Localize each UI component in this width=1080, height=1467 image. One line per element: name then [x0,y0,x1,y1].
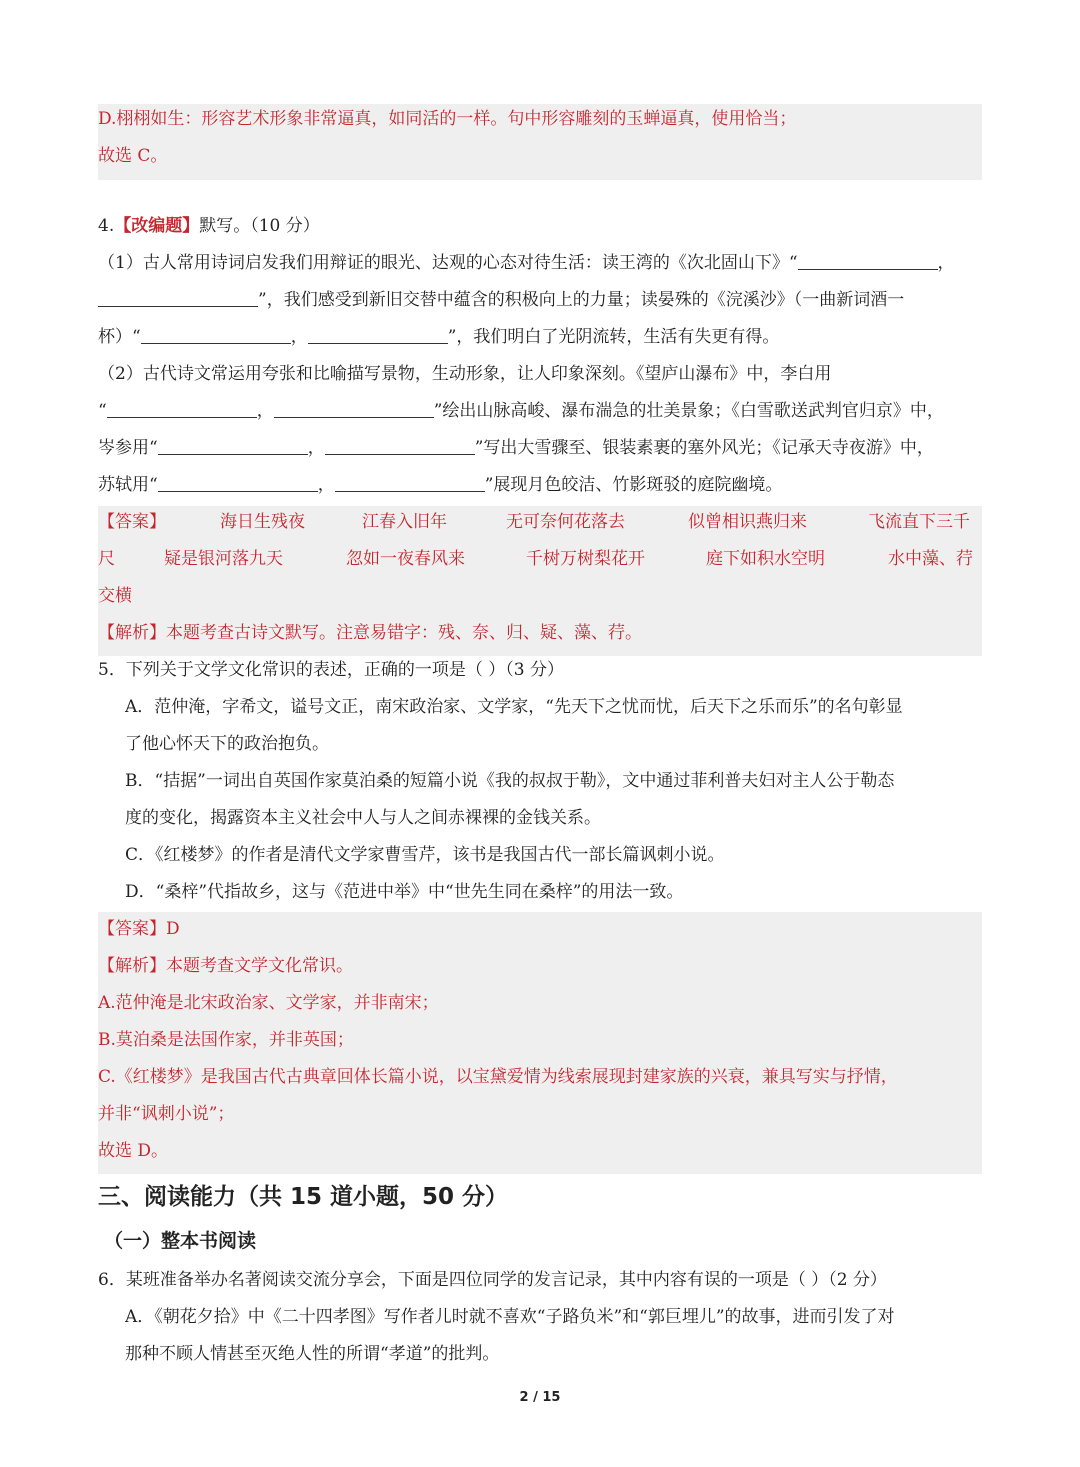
fill-blank[interactable] [325,438,475,455]
text-segment: ”展现月色皎洁、竹影斑驳的庭院幽境。 [484,475,783,495]
explanation-conclusion: 故选 C。 [98,146,168,166]
q4-part2-line2 [98,401,982,421]
q5-explanation-b: B.莫泊桑是法国作家，并非英国； [98,1030,354,1050]
text-segment: （1）古人常用诗词启发我们用辩证的眼光、达观的心态对待生活：读王湾的《次北固山下》“ [98,253,798,273]
q4-part1-line1 [98,253,982,273]
question-number: 4. [98,216,115,236]
answer-item: 疑是银河落九天 [164,549,283,569]
q5-answer: 【答案】D [98,919,180,939]
answer-item: 海日生残夜 [220,512,305,532]
answer-item: 庭下如积水空明 [706,549,825,569]
q4-part1-line2 [98,290,982,310]
answer-item: 江春入旧年 [362,512,447,532]
fill-blank[interactable] [158,475,318,492]
answer-item: 水中藻、荇 [888,549,973,569]
fill-blank[interactable] [158,438,308,455]
answer-item: 飞流直下三千 [868,512,970,532]
text-segment: ， [317,475,335,495]
answer-label: 【答案】 [98,512,166,532]
fill-blank[interactable] [308,327,448,344]
text-segment: ， [256,401,274,421]
fill-blank[interactable] [98,290,258,307]
q5-option-a-line1: A．范仲淹，字希文，谥号文正，南宋政治家、文学家，“先天下之忧而忧，后天下之乐而乐”的名句彰显 [125,697,903,717]
text-segment: 苏轼用“ [98,475,158,495]
text-segment: 岑参用“ [98,438,158,458]
answer-item: 似曾相识燕归来 [688,512,807,532]
q5-explanation-c1: C.《红楼梦》是我国古代古典章回体长篇小说，以宝黛爱情为线索展现封建家族的兴衰，兼具写实与抒情， [98,1067,898,1087]
text-segment: ， [307,438,325,458]
q4-part2-line4 [98,475,982,495]
q5-option-b-line2: 度的变化，揭露资本主义社会中人与人之间赤裸裸的金钱关系。 [125,808,601,828]
text-segment: ， [937,253,955,273]
fill-blank[interactable] [798,253,938,270]
q5-conclusion: 故选 D。 [98,1141,169,1161]
q6-option-a-line2: 那种不顾人情甚至灭绝人性的所谓“孝道”的批判。 [125,1344,500,1364]
q5-explanation-c2: 并非“讽刺小说”； [98,1104,235,1124]
q5-option-b-line1: B．“拮据”一词出自英国作家莫泊桑的短篇小说《我的叔叔于勒》，文中通过菲利普夫妇对主人公于勒态 [125,771,895,791]
q4-answer-row3: 交横 [98,586,132,606]
question-4-title [98,216,982,236]
q4-part1-line3 [98,327,982,347]
answer-item: 尺 [98,549,115,569]
q4-part2-line1: （2）古代诗文常运用夸张和比喻描写景物，生动形象，让人印象深刻。《望庐山瀑布》中，李白用 [98,364,832,384]
text-segment: ”，我们感受到新旧交替中蕴含的积极向上的力量；读晏殊的《浣溪沙》（一曲新词酒一 [258,290,905,310]
q4-part2-line3 [98,438,982,458]
q4-analysis: 【解析】本题考查古诗文默写。注意易错字：残、奈、归、疑、藻、荇。 [98,623,642,643]
section-heading: 三、阅读能力（共 15 道小题，50 分） [98,1184,509,1210]
fill-blank[interactable] [274,401,434,418]
text-segment: ”，我们明白了光阴流转，生活有失更有得。 [447,327,780,347]
answer-item: 忽如一夜春风来 [346,549,465,569]
fill-blank[interactable] [335,475,485,492]
text-segment: 杯）“ [98,327,141,347]
question-title: 默写。（10 分） [199,216,320,236]
q5-option-a-line2: 了他心怀天下的政治抱负。 [125,734,329,754]
text-segment: ”绘出山脉高峻、瀑布湍急的壮美景象；《白雪歌送武判官归京》中， [433,401,944,421]
question-5-stem: 5．下列关于文学文化常识的表述，正确的一项是（ ）（3 分） [98,660,564,680]
q6-option-a-line1: A．《朝花夕拾》中《二十四孝图》写作者儿时就不喜欢“子路负米”和“郭巨埋儿”的故事，进而引发了对 [125,1307,895,1327]
answer-item: 千树万树梨花开 [526,549,645,569]
answer-item: 无可奈何花落去 [506,512,625,532]
fill-blank[interactable] [141,327,291,344]
q5-option-c: C．《红楼梦》的作者是清代文学家曹雪芹，该书是我国古代一部长篇讽刺小说。 [125,845,725,865]
question-tag: 【改编题】 [114,216,200,236]
text-segment: “ [98,401,107,421]
q5-option-d: D．“桑梓”代指故乡，这与《范进中举》中“世先生同在桑梓”的用法一致。 [125,882,684,902]
subsection-heading: （一）整本书阅读 [104,1230,257,1252]
q5-explanation-a: A.范仲淹是北宋政治家、文学家，并非南宋； [98,993,439,1013]
q5-analysis: 【解析】本题考查文学文化常识。 [98,956,353,976]
text-segment: ”写出大雪骤至、银装素裹的塞外风光；《记承天寺夜游》中， [474,438,934,458]
fill-blank[interactable] [107,401,257,418]
question-6-stem: 6．某班准备举办名著阅读交流分享会，下面是四位同学的发言记录，其中内容有误的一项是（ ）（2 分） [98,1270,887,1290]
text-segment: ， [290,327,308,347]
explanation-line: D.栩栩如生：形容艺术形象非常逼真，如同活的一样。句中形容雕刻的玉蝉逼真，使用恰当； [98,109,797,129]
page-number: 2 / 15 [519,1390,561,1405]
